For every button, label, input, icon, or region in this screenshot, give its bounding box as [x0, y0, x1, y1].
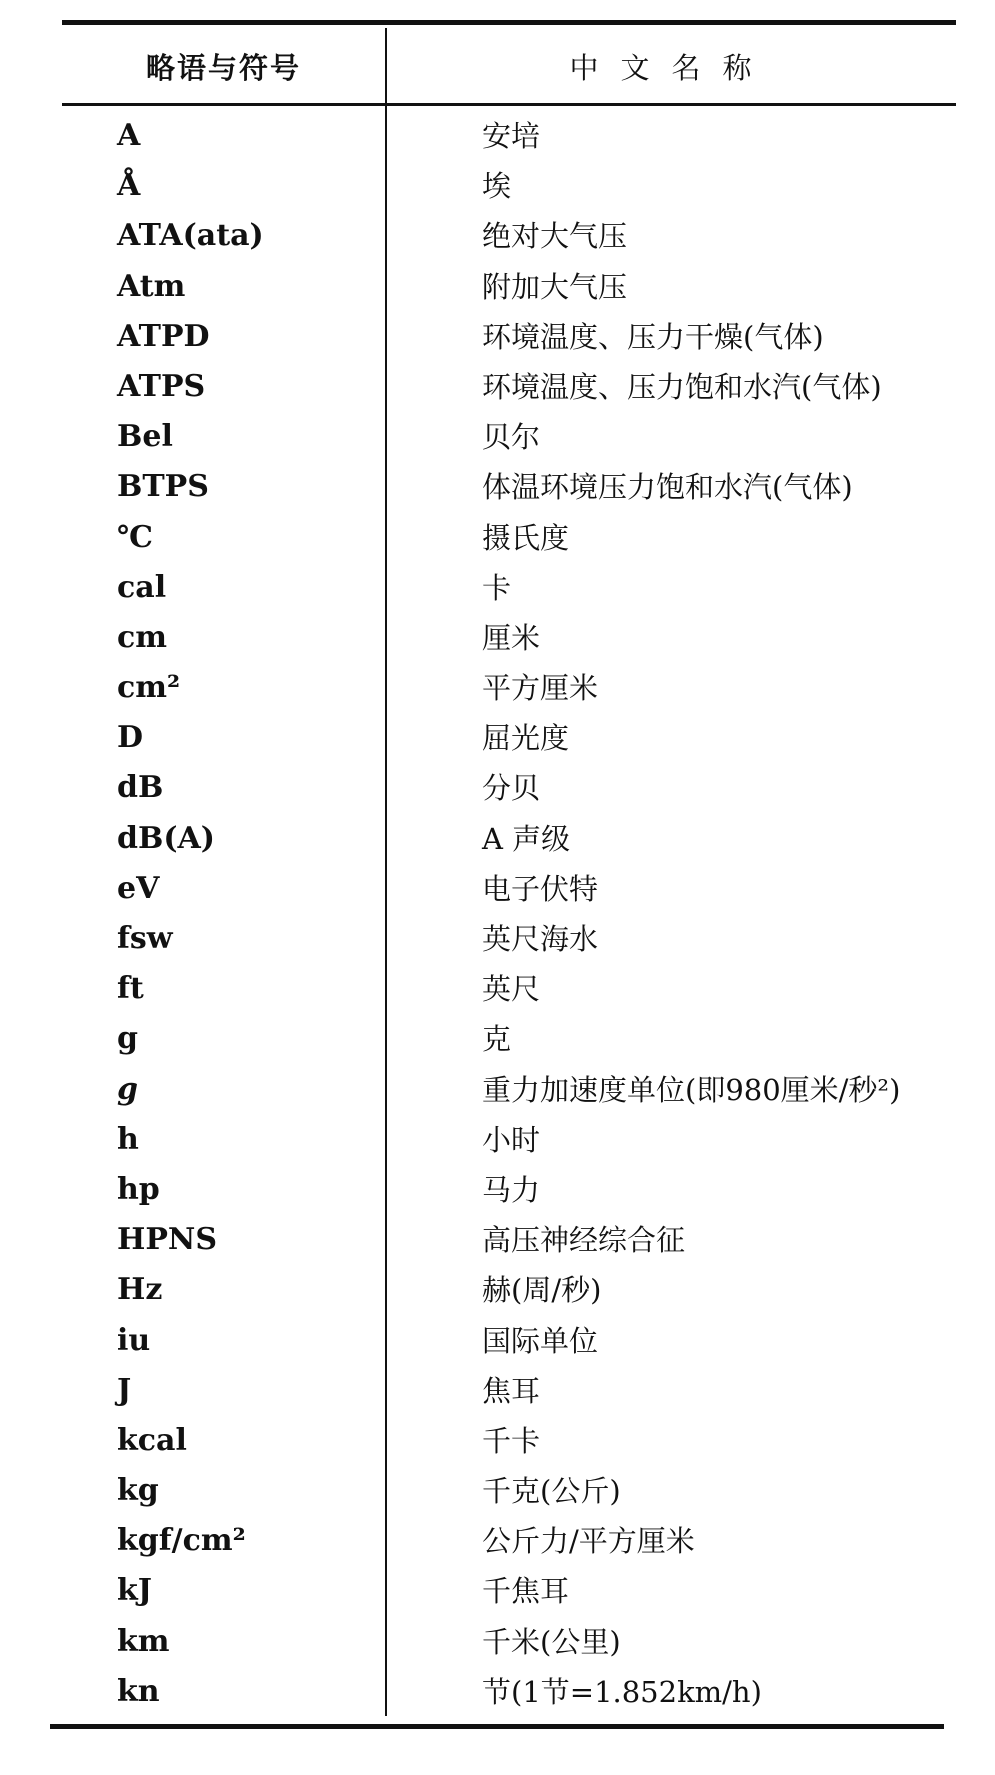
- table-row: [0, 262, 995, 312]
- abbreviation-cell: ATA(ata): [117, 218, 264, 254]
- table-bottom-rule: [50, 1724, 944, 1729]
- table-row: [0, 563, 995, 613]
- abbreviation-cell: ℃: [117, 519, 153, 555]
- abbreviation-cell: D: [117, 720, 144, 756]
- abbreviation-cell: A: [117, 118, 141, 153]
- table-row: [0, 1667, 995, 1717]
- abbreviation-cell: hp: [117, 1171, 160, 1207]
- chinese-name-cell: 埃: [482, 169, 512, 204]
- table-row: [0, 613, 995, 663]
- abbreviation-cell: ATPS: [117, 368, 206, 404]
- abbreviation-cell: h: [117, 1121, 139, 1157]
- abbreviation-cell: cal: [117, 569, 167, 605]
- table-row: [0, 111, 995, 161]
- abbreviation-cell: cm²: [117, 670, 181, 706]
- table-row: [0, 1115, 995, 1165]
- table-row: [0, 914, 995, 964]
- abbreviation-cell: kgf/cm²: [117, 1523, 246, 1559]
- table-row: [0, 1416, 995, 1466]
- abbreviation-cell: cm: [117, 619, 168, 655]
- chinese-name-cell: 附加大气压: [482, 269, 628, 304]
- table-row: [0, 1366, 995, 1416]
- table-row: [0, 1265, 995, 1315]
- table-row: [0, 211, 995, 261]
- abbreviation-cell: Å: [117, 168, 141, 204]
- table-row: [0, 1516, 995, 1566]
- abbreviation-cell: kn: [117, 1673, 160, 1709]
- abbreviation-cell: dB(A): [117, 820, 215, 856]
- table-row: [0, 513, 995, 563]
- chinese-name-cell: 千克(公斤): [482, 1474, 621, 1509]
- table-row: [0, 814, 995, 864]
- abbreviation-cell: kcal: [117, 1422, 187, 1458]
- chinese-name-cell: 安培: [482, 119, 541, 153]
- chinese-name-cell: 环境温度、压力饱和水汽(气体): [482, 369, 882, 404]
- chinese-name-cell: A 声级: [482, 821, 571, 856]
- abbreviation-cell: J: [117, 1372, 132, 1408]
- chinese-name-cell: 千焦耳: [482, 1574, 570, 1609]
- chinese-name-cell: 千米(公里): [482, 1624, 621, 1659]
- chinese-name-cell: 平方厘米: [482, 671, 599, 706]
- chinese-name-cell: 摄氏度: [482, 520, 570, 555]
- chinese-name-cell: 高压神经综合征: [482, 1223, 686, 1258]
- table-top-rule: [62, 20, 956, 25]
- table-row: [0, 1466, 995, 1516]
- chinese-name-cell: 克: [482, 1022, 512, 1057]
- table-row: [0, 1215, 995, 1265]
- table-row: [0, 1065, 995, 1115]
- chinese-name-cell: 环境温度、压力干燥(气体): [482, 319, 824, 354]
- chinese-name-cell: 英尺: [482, 972, 541, 1007]
- chinese-name-cell: 小时: [482, 1122, 541, 1157]
- header-abbreviation: 略语与符号: [145, 50, 301, 85]
- abbreviation-cell: g: [117, 1021, 138, 1057]
- table-row: [0, 362, 995, 412]
- chinese-name-cell: 厘米: [482, 620, 541, 655]
- abbreviation-cell: iu: [117, 1322, 151, 1358]
- chinese-name-cell: 赫(周/秒): [482, 1273, 602, 1308]
- table-row: [0, 161, 995, 211]
- table-row: [0, 864, 995, 914]
- table-row: [0, 312, 995, 362]
- chinese-name-cell: 屈光度: [482, 721, 570, 756]
- abbreviation-cell: dB: [117, 770, 164, 806]
- abbreviation-cell: Atm: [117, 268, 186, 304]
- table-body: [0, 111, 995, 1717]
- abbreviation-cell: HPNS: [117, 1222, 217, 1258]
- chinese-name-cell: 公斤力/平方厘米: [482, 1524, 695, 1559]
- chinese-name-cell: 英尺海水: [482, 922, 599, 956]
- header-chinese-name: 中文名称: [569, 50, 774, 85]
- chinese-name-cell: 绝对大气压: [482, 219, 628, 254]
- abbreviation-cell: kJ: [117, 1573, 152, 1609]
- table-row: [0, 1316, 995, 1366]
- abbreviation-cell: g: [117, 1071, 138, 1107]
- chinese-name-cell: 焦耳: [482, 1373, 541, 1408]
- table-row: [0, 1617, 995, 1667]
- abbreviation-cell: Hz: [117, 1272, 163, 1308]
- chinese-name-cell: 重力加速度单位(即980厘米/秒²): [482, 1072, 901, 1107]
- table-row: [0, 1014, 995, 1064]
- abbreviation-cell: ft: [117, 971, 144, 1007]
- chinese-name-cell: 节(1节=1.852km/h): [482, 1674, 762, 1709]
- abbreviation-cell: kg: [117, 1473, 159, 1509]
- chinese-name-cell: 马力: [482, 1172, 541, 1207]
- chinese-name-cell: 体温环境压力饱和水汽(气体): [482, 470, 853, 505]
- abbreviation-cell: BTPS: [117, 469, 209, 505]
- abbreviation-cell: Bel: [117, 419, 173, 455]
- header-rule: [62, 103, 956, 106]
- abbreviation-cell: ATPD: [117, 318, 210, 354]
- abbreviation-cell: eV: [117, 870, 160, 906]
- abbreviation-cell: km: [117, 1623, 170, 1659]
- table-row: [0, 462, 995, 512]
- chinese-name-cell: 分贝: [482, 771, 541, 806]
- abbreviation-cell: fsw: [117, 921, 173, 956]
- table-row: [0, 663, 995, 713]
- chinese-name-cell: 国际单位: [482, 1323, 599, 1358]
- chinese-name-cell: 电子伏特: [482, 871, 599, 906]
- table-row: [0, 1566, 995, 1616]
- table-row: [0, 1165, 995, 1215]
- chinese-name-cell: 千卡: [482, 1423, 541, 1458]
- table-row: [0, 412, 995, 462]
- table-row: [0, 713, 995, 763]
- chinese-name-cell: 卡: [482, 570, 512, 605]
- chinese-name-cell: 贝尔: [482, 420, 541, 455]
- table-row: [0, 964, 995, 1014]
- table-row: [0, 763, 995, 813]
